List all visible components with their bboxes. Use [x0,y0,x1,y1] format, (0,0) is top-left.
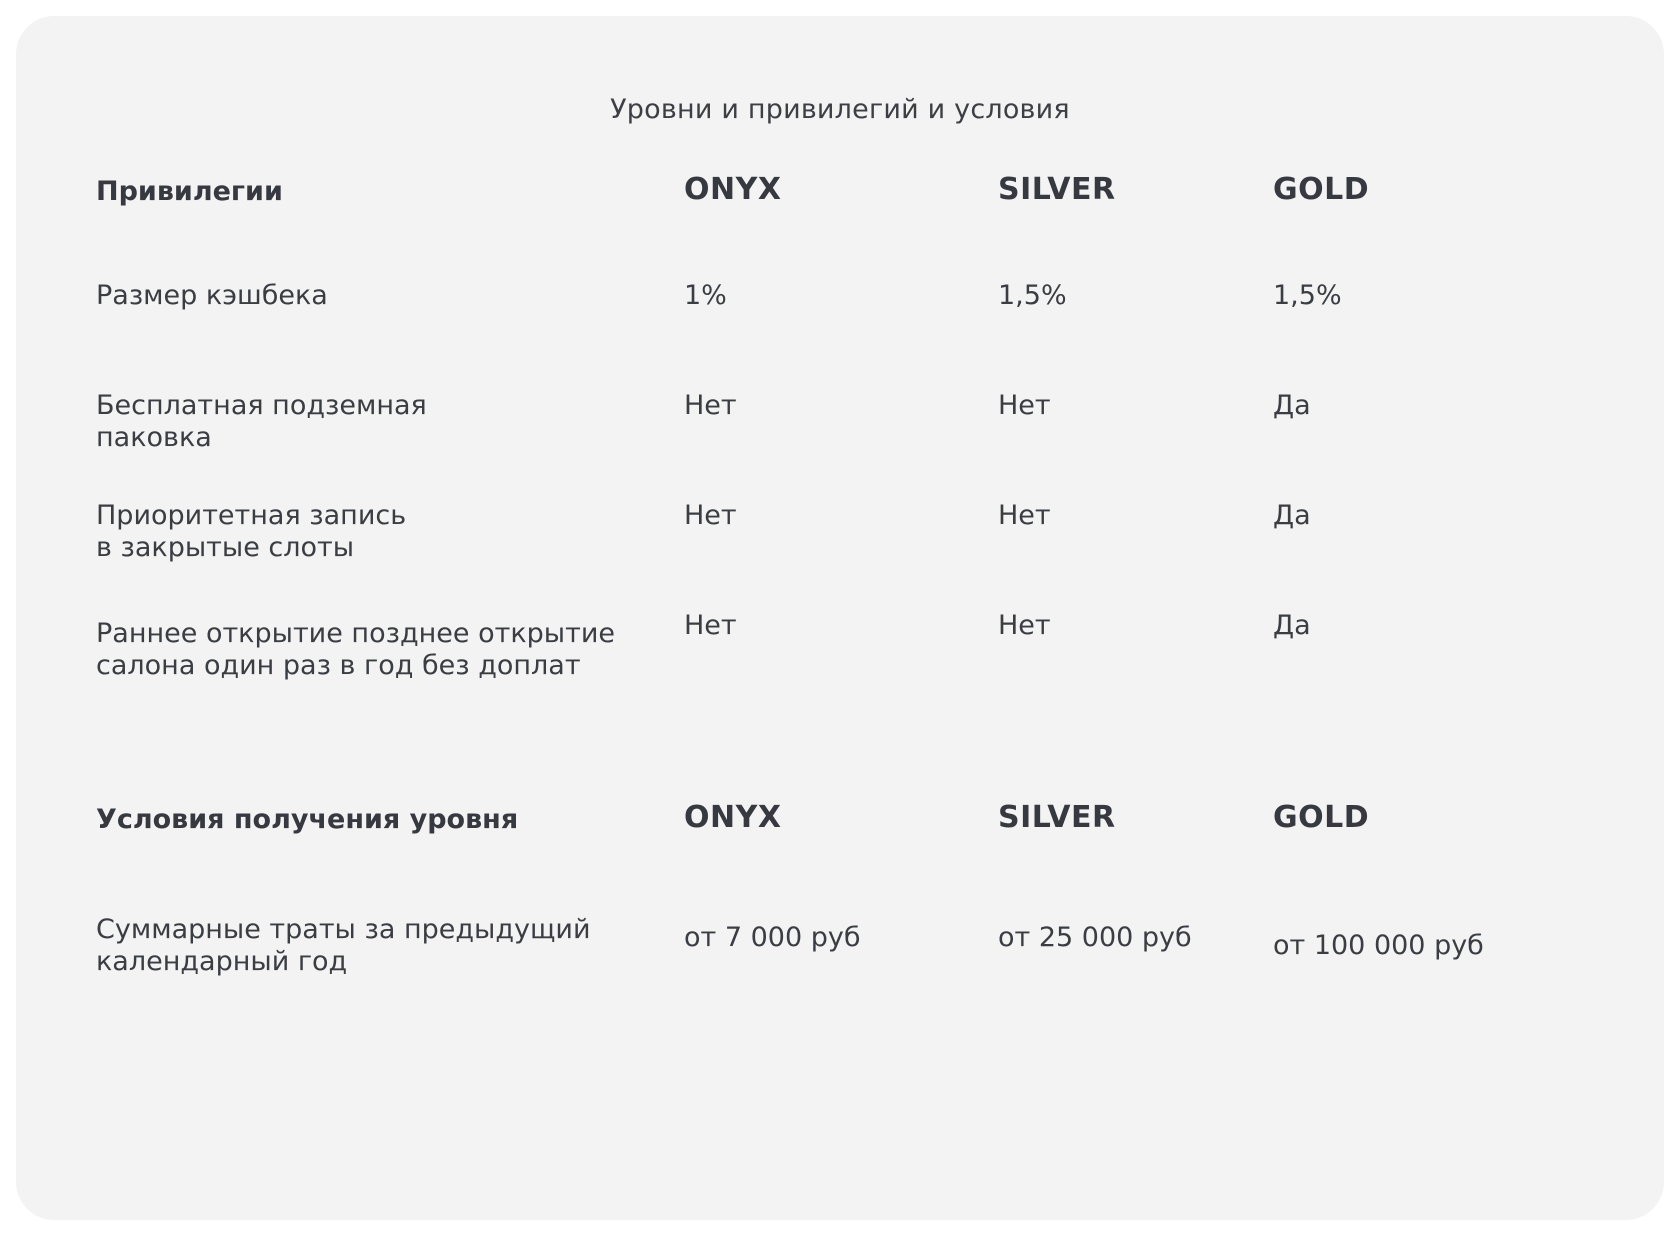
privilege-label-parking: Бесплатная подземная паковка [96,390,427,453]
condition-value: от 25 000 руб [998,922,1192,953]
privileges-header: Привилегии [96,176,283,207]
condition-value: от 7 000 руб [684,922,861,953]
privilege-value: Нет [998,390,1051,421]
privilege-label-priority: Приоритетная запись в закрытые слоты [96,500,407,563]
tier-header-silver: SILVER [998,800,1116,835]
privilege-label-opening: Раннее открытие позднее открытие салона один раз в год без доплат [96,618,615,681]
privilege-value: Нет [998,500,1051,531]
tier-header-silver: SILVER [998,172,1116,207]
privilege-label-cashback: Размер кэшбека [96,280,328,311]
conditions-header: Условия получения уровня [96,804,519,835]
condition-label-spend: Суммарные траты за предыдущий календарный год [96,914,591,977]
privilege-value: Нет [684,610,737,641]
privilege-value: 1,5% [1273,280,1342,311]
page-title: Уровни и привилегий и условия [610,94,1070,125]
privilege-value: Да [1273,500,1311,531]
tier-header-onyx: ONYX [684,800,782,835]
privilege-value: Да [1273,610,1311,641]
tier-header-onyx: ONYX [684,172,782,207]
privilege-value: Нет [684,390,737,421]
privilege-value: 1% [684,280,727,311]
privilege-value: Нет [998,610,1051,641]
tier-header-gold: GOLD [1273,172,1370,207]
levels-card [16,16,1664,1220]
condition-value: от 100 000 руб [1273,930,1484,961]
privilege-value: Да [1273,390,1311,421]
privilege-value: 1,5% [998,280,1067,311]
tier-header-gold: GOLD [1273,800,1370,835]
privilege-value: Нет [684,500,737,531]
